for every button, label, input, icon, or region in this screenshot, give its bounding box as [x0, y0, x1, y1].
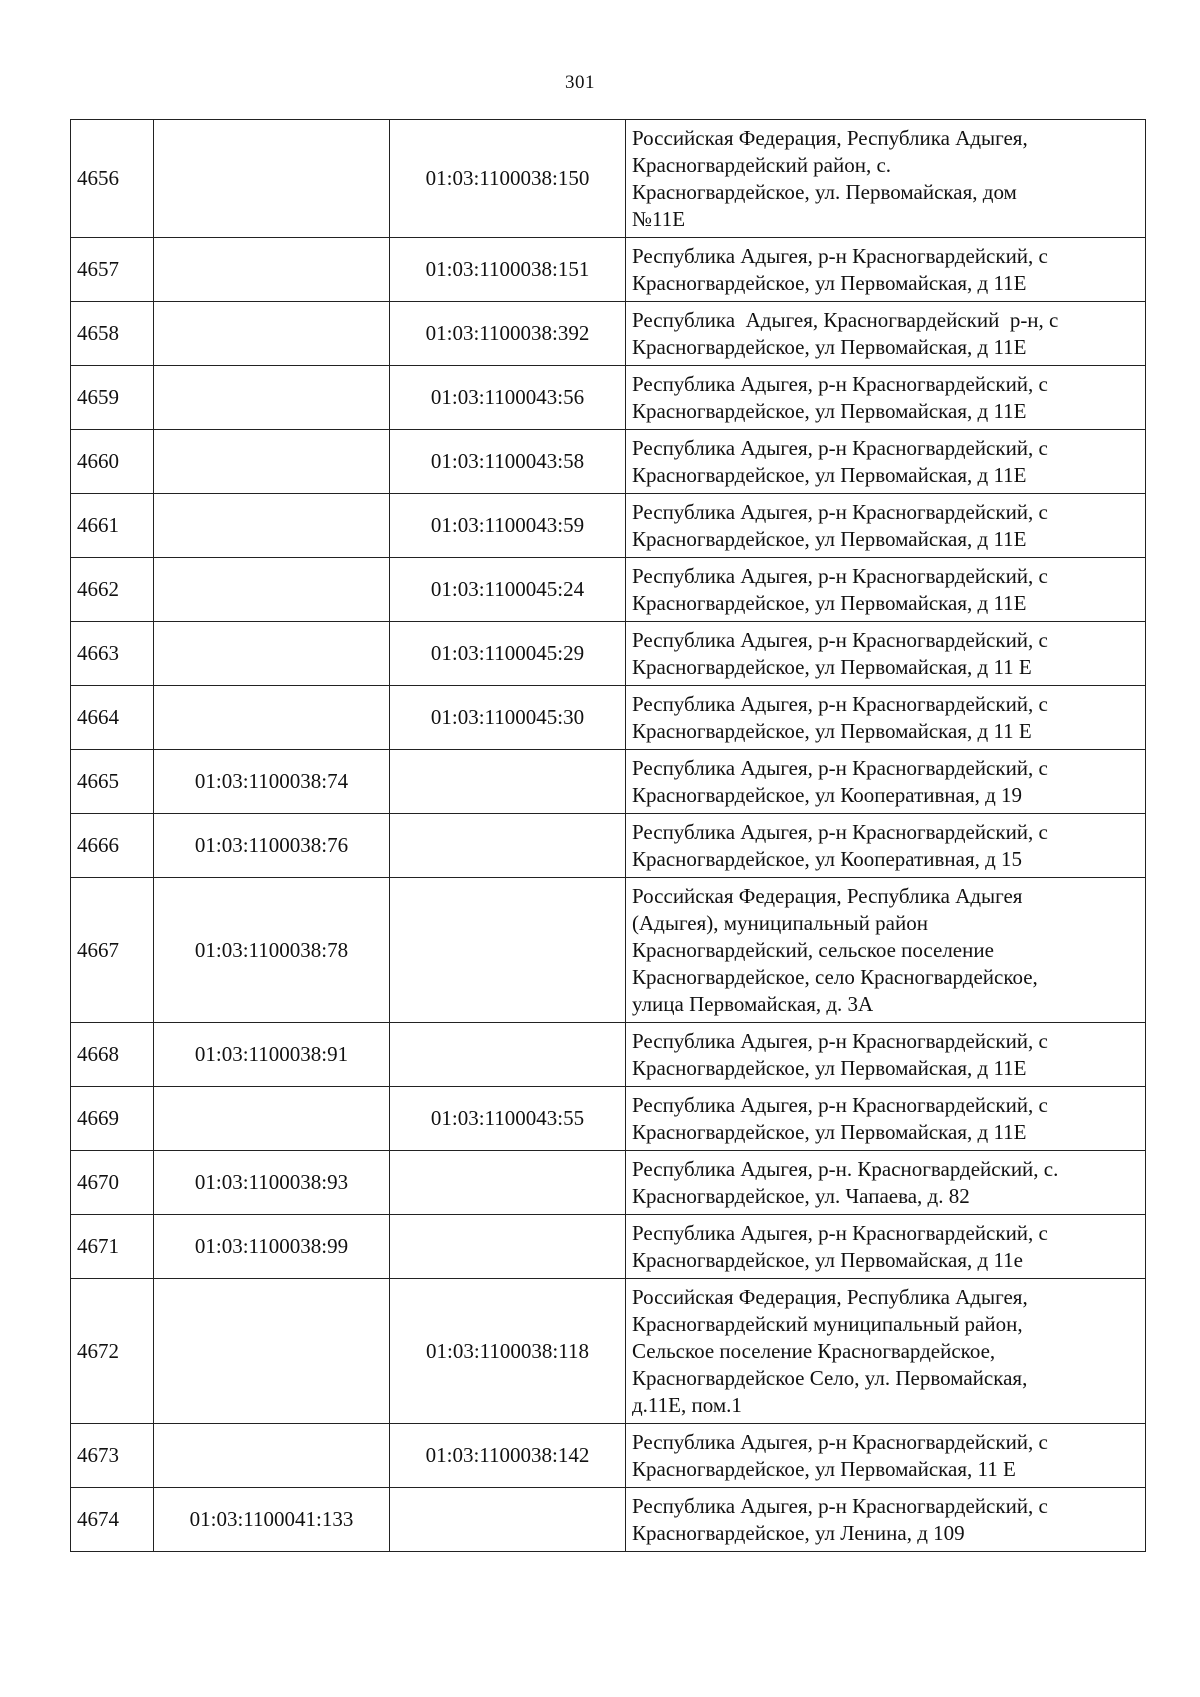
row-number-cell: 4667: [71, 878, 154, 1023]
address-line: Красногвардейское Село, ул. Первомайская,: [632, 1365, 1028, 1390]
building-cadastral-cell: 01:03:1100043:55: [390, 1087, 626, 1151]
address-line: Российская Федерация, Республика Адыгея: [632, 883, 1023, 908]
address-cell: [626, 120, 1146, 238]
land-cadastral-cell: [154, 686, 390, 750]
address-line: Республика Адыгея, р-н Красногвардейский, с: [632, 1429, 1048, 1454]
table-row: [71, 494, 1146, 558]
registry-table: [70, 119, 1146, 1552]
building-cadastral-cell: [390, 750, 626, 814]
row-number-cell: 4668: [71, 1023, 154, 1087]
building-cadastral-cell: 01:03:1100038:392: [390, 302, 626, 366]
address-cell: [626, 1151, 1146, 1215]
address-line: Красногвардейское, ул Первомайская, д 11Е: [632, 462, 1027, 487]
building-cadastral-cell: 01:03:1100038:118: [390, 1279, 626, 1424]
land-cadastral-cell: 01:03:1100038:91: [154, 1023, 390, 1087]
address-line: Красногвардейское, ул Первомайская, д 11 Е: [632, 654, 1032, 679]
row-number-cell: 4666: [71, 814, 154, 878]
table-row: [71, 1023, 1146, 1087]
address-line: Республика Адыгея, р-н. Красногвардейский, с.: [632, 1156, 1059, 1181]
land-cadastral-cell: [154, 1279, 390, 1424]
table-row: [71, 430, 1146, 494]
address-cell: [626, 1087, 1146, 1151]
address-line: Красногвардейское, ул Первомайская, д 11Е: [632, 590, 1027, 615]
row-number-cell: 4670: [71, 1151, 154, 1215]
address-line: Республика Адыгея, р-н Красногвардейский, с: [632, 1028, 1048, 1053]
land-cadastral-cell: [154, 120, 390, 238]
address-line: Красногвардейское, ул Первомайская, д 11Е: [632, 1119, 1027, 1144]
address-cell: [626, 686, 1146, 750]
address-line: Красногвардейский муниципальный район,: [632, 1311, 1023, 1336]
row-number-cell: 4669: [71, 1087, 154, 1151]
address-line: Красногвардейское, ул Первомайская, д 11Е: [632, 334, 1027, 359]
address-line: Российская Федерация, Республика Адыгея,: [632, 125, 1028, 150]
land-cadastral-cell: [154, 494, 390, 558]
row-number-cell: 4660: [71, 430, 154, 494]
building-cadastral-cell: [390, 1215, 626, 1279]
row-number-cell: 4656: [71, 120, 154, 238]
address-line: Красногвардейский район, с.: [632, 152, 892, 177]
building-cadastral-cell: 01:03:1100038:142: [390, 1424, 626, 1488]
address-cell: [626, 558, 1146, 622]
land-cadastral-cell: [154, 1087, 390, 1151]
address-line: Республика Адыгея, р-н Красногвардейский, с: [632, 499, 1048, 524]
table-row: [71, 1215, 1146, 1279]
building-cadastral-cell: [390, 1151, 626, 1215]
address-cell: [626, 750, 1146, 814]
address-cell: [626, 1023, 1146, 1087]
building-cadastral-cell: 01:03:1100038:150: [390, 120, 626, 238]
row-number-cell: 4673: [71, 1424, 154, 1488]
table-row: [71, 1424, 1146, 1488]
row-number-cell: 4663: [71, 622, 154, 686]
address-cell: [626, 366, 1146, 430]
address-cell: [626, 238, 1146, 302]
address-line: Республика Адыгея, р-н Красногвардейский, с: [632, 819, 1048, 844]
address-cell: [626, 1279, 1146, 1424]
table-row: [71, 1488, 1146, 1552]
row-number-cell: 4658: [71, 302, 154, 366]
land-cadastral-cell: [154, 366, 390, 430]
table-row: [71, 558, 1146, 622]
building-cadastral-cell: 01:03:1100045:30: [390, 686, 626, 750]
land-cadastral-cell: [154, 1424, 390, 1488]
building-cadastral-cell: 01:03:1100038:151: [390, 238, 626, 302]
address-cell: [626, 1215, 1146, 1279]
building-cadastral-cell: [390, 814, 626, 878]
table-row: [71, 366, 1146, 430]
land-cadastral-cell: 01:03:1100038:99: [154, 1215, 390, 1279]
address-cell: [626, 494, 1146, 558]
table-row: [71, 686, 1146, 750]
land-cadastral-cell: 01:03:1100038:76: [154, 814, 390, 878]
building-cadastral-cell: 01:03:1100043:59: [390, 494, 626, 558]
address-cell: [626, 302, 1146, 366]
address-line: Красногвардейское, ул Первомайская, д 11Е: [632, 1055, 1027, 1080]
address-line: Республика Адыгея, р-н Красногвардейский, с: [632, 1092, 1048, 1117]
land-cadastral-cell: 01:03:1100038:78: [154, 878, 390, 1023]
address-line: Красногвардейское, ул Ленина, д 109: [632, 1520, 965, 1545]
address-line: Красногвардейское, ул Первомайская, д 11Е: [632, 270, 1027, 295]
address-line: Республика Адыгея, р-н Красногвардейский, с: [632, 371, 1048, 396]
land-cadastral-cell: [154, 622, 390, 686]
row-number-cell: 4672: [71, 1279, 154, 1424]
row-number-cell: 4661: [71, 494, 154, 558]
table-row: [71, 1151, 1146, 1215]
address-line: Красногвардейское, ул Кооперативная, д 15: [632, 846, 1023, 871]
address-line: Российская Федерация, Республика Адыгея,: [632, 1284, 1028, 1309]
address-line: Красногвардейское, ул. Первомайская, дом: [632, 179, 1017, 204]
row-number-cell: 4657: [71, 238, 154, 302]
land-cadastral-cell: 01:03:1100038:93: [154, 1151, 390, 1215]
address-cell: [626, 878, 1146, 1023]
row-number-cell: 4671: [71, 1215, 154, 1279]
table-row: [71, 878, 1146, 1023]
address-line: Республика Адыгея, р-н Красногвардейский, с: [632, 563, 1048, 588]
building-cadastral-cell: [390, 1023, 626, 1087]
address-line: Республика Адыгея, р-н Красногвардейский, с: [632, 243, 1048, 268]
table-row: [71, 814, 1146, 878]
address-cell: [626, 622, 1146, 686]
address-line: Красногвардейское, ул Первомайская, д 11Е: [632, 398, 1027, 423]
table-row: [71, 1087, 1146, 1151]
building-cadastral-cell: [390, 878, 626, 1023]
address-line: Красногвардейское, ул Первомайская, д 11е: [632, 1247, 1023, 1272]
address-line: Красногвардейский, сельское поселение: [632, 937, 994, 962]
address-line: Республика Адыгея, р-н Красногвардейский, с: [632, 435, 1048, 460]
address-line: Красногвардейское, ул. Чапаева, д. 82: [632, 1183, 970, 1208]
land-cadastral-cell: 01:03:1100038:74: [154, 750, 390, 814]
address-line: Республика Адыгея, р-н Красногвардейский, с: [632, 691, 1048, 716]
table-row: [71, 750, 1146, 814]
row-number-cell: 4659: [71, 366, 154, 430]
address-line: №11Е: [632, 206, 686, 231]
address-cell: [626, 1488, 1146, 1552]
address-line: Республика Адыгея, р-н Красногвардейский, с: [632, 1220, 1048, 1245]
row-number-cell: 4665: [71, 750, 154, 814]
building-cadastral-cell: 01:03:1100045:24: [390, 558, 626, 622]
land-cadastral-cell: [154, 238, 390, 302]
address-line: улица Первомайская, д. 3А: [632, 991, 874, 1016]
address-line: д.11Е, пом.1: [632, 1392, 742, 1417]
address-line: Республика Адыгея, р-н Красногвардейский, с: [632, 1493, 1048, 1518]
table-row: [71, 120, 1146, 238]
address-line: Красногвардейское, ул Кооперативная, д 19: [632, 782, 1023, 807]
address-line: Красногвардейское, ул Первомайская, 11 Е: [632, 1456, 1016, 1481]
address-cell: [626, 1424, 1146, 1488]
address-cell: [626, 814, 1146, 878]
building-cadastral-cell: 01:03:1100043:58: [390, 430, 626, 494]
address-line: Красногвардейское, ул Первомайская, д 11 Е: [632, 718, 1032, 743]
building-cadastral-cell: [390, 1488, 626, 1552]
registry-table-body: [71, 120, 1146, 1552]
row-number-cell: 4674: [71, 1488, 154, 1552]
building-cadastral-cell: 01:03:1100043:56: [390, 366, 626, 430]
address-line: Сельское поселение Красногвардейское,: [632, 1338, 996, 1363]
address-line: Республика Адыгея, Красногвардейский р-н, с: [632, 307, 1059, 332]
address-line: Красногвардейское, село Красногвардейское,: [632, 964, 1038, 989]
table-row: [71, 302, 1146, 366]
address-cell: [626, 430, 1146, 494]
building-cadastral-cell: 01:03:1100045:29: [390, 622, 626, 686]
address-line: Красногвардейское, ул Первомайская, д 11Е: [632, 526, 1027, 551]
land-cadastral-cell: 01:03:1100041:133: [154, 1488, 390, 1552]
row-number-cell: 4664: [71, 686, 154, 750]
table-row: [71, 1279, 1146, 1424]
page-number: 301: [565, 72, 595, 93]
address-line: Республика Адыгея, р-н Красногвардейский, с: [632, 755, 1048, 780]
row-number-cell: 4662: [71, 558, 154, 622]
table-row: [71, 238, 1146, 302]
land-cadastral-cell: [154, 302, 390, 366]
address-line: (Адыгея), муниципальный район: [632, 910, 928, 935]
land-cadastral-cell: [154, 430, 390, 494]
address-line: Республика Адыгея, р-н Красногвардейский, с: [632, 627, 1048, 652]
table-row: [71, 622, 1146, 686]
land-cadastral-cell: [154, 558, 390, 622]
